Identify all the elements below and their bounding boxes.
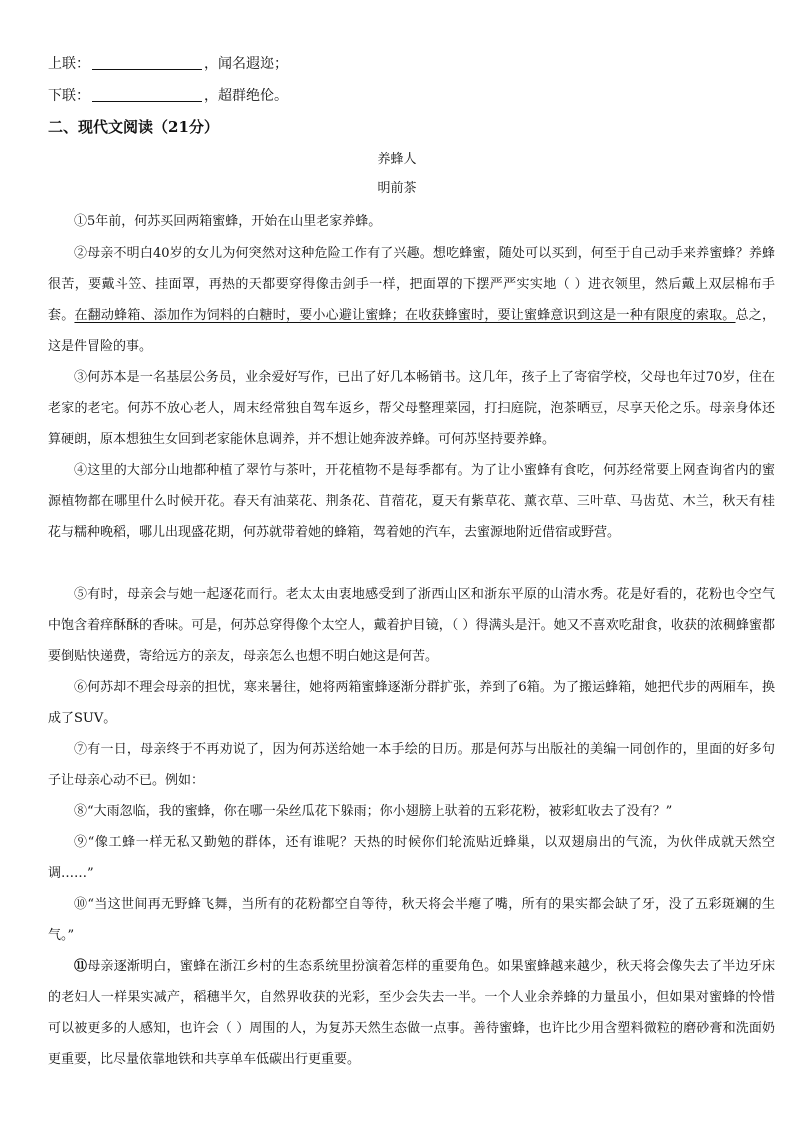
paragraph-11-number: ⑪	[74, 959, 88, 974]
paragraph-2-underlined: 在翻动蜂箱、添加作为饲料的白糖时，要小心避让蜜蜂；在收获蜂蜜时，要让蜜蜂意识到这是一种有限度的索取。	[74, 308, 736, 323]
paragraph-6: ⑥何苏却不理会母亲的担忧，寒来暑往，她将两箱蜜蜂逐渐分群扩张，养到了6箱。为了搬运蜂箱，她把代步的两厢车，换成了SUV。	[48, 680, 775, 726]
paragraph-2	[48, 238, 775, 362]
paragraph-8: ⑧“大雨忽临，我的蜜蜂，你在哪一朵丝瓜花下躲雨；你小翅膀上驮着的五彩花粉，被彩虹收去了没有？”	[74, 804, 673, 819]
couplet-upper-text: ，闻名遐迩；	[204, 56, 288, 72]
couplet-lower-text: ，超群绝伦。	[204, 88, 288, 104]
couplet-lower-label: 下联：	[48, 88, 90, 104]
paragraph-5: ⑤有时，母亲会与她一起逐花而行。老太太由衷地感受到了浙西山区和浙东平原的山清水秀。花是好看的，花粉也令空气中饱含着痒酥酥的香味。可是，何苏总穿得像个太空人，戴着护目镜，（ ）得满头是汗。她又不喜欢吃甜食，收获的浓稠蜂蜜都要倒贴快递费，寄给远方的亲友，母亲怎么也想不明白她这是何苦。	[48, 587, 775, 664]
couplet-lower-blank[interactable]	[92, 87, 202, 102]
section-title: 二、现代文阅读（21分）	[48, 118, 219, 136]
article-title: 养蜂人	[377, 152, 417, 167]
paragraph-1: ①5年前，何苏买回两箱蜜蜂，开始在山里老家养蜂。	[74, 214, 382, 229]
article-author: 明前茶	[377, 181, 417, 196]
couplet-upper-label: 上联：	[48, 56, 90, 72]
couplet-upper-line	[48, 54, 288, 74]
paragraph-10: ⑩“当这世间再无野蜂飞舞，当所有的花粉都空自等待，秋天将会半瘪了嘴，所有的果实都会缺了牙，没了五彩斑斓的生气。”	[48, 897, 775, 943]
paragraph-3: ③何苏本是一名基层公务员，业余爱好写作，已出了好几本畅销书。这几年，孩子上了寄宿学校，父母也年过70岁，住在老家的老宅。何苏不放心老人，周末经常独自驾车返乡，帮父母整理菜园，打扫庭院，泡茶晒豆，尽享天伦之乐。母亲身体还算硬朗，原本想独生女回到老家能休息调养，并不想让她奔波养蜂。可何苏坚持要养蜂。	[48, 370, 775, 447]
paragraph-11	[48, 951, 775, 1075]
paragraph-2-text-a: ②母亲不明白40岁的女儿为何突然对这种危险工作有了兴趣。想吃蜂蜜，随处可以买到，何至于自己动手来养蜜蜂？养蜂很苦，要戴斗笠、挂面罩，再热的天都要穿得像击剑手一样，把面罩的下摆严严实实地（ ）进衣领里，然后戴上双层棉布手套。	[48, 246, 775, 323]
paragraph-9: ⑨“像工蜂一样无私又勤勉的群体，还有谁呢？天热的时候你们轮流贴近蜂巢，以双翅扇出的气流，为伙伴成就天然空调……”	[48, 835, 775, 881]
paragraph-7: ⑦有一日，母亲终于不再劝说了，因为何苏送给她一本手绘的日历。那是何苏与出版社的美编一同创作的，里面的好多句子让母亲心动不已。例如：	[48, 742, 775, 788]
couplet-lower-line	[48, 86, 288, 106]
paragraph-4: ④这里的大部分山地都种植了翠竹与茶叶，开花植物不是每季都有。为了让小蜜蜂有食吃，何苏经常要上网查询省内的蜜源植物都在哪里什么时候开花。春天有油菜花、荆条花、苜蓿花，夏天有紫草花、薰衣草、三叶草、马齿苋、木兰，秋天有桂花与糯种晚稻，哪儿出现盛花期，何苏就带着她的蜂箱，驾着她的汽车，去蜜源地附近借宿或野营。	[48, 463, 775, 540]
paragraph-11-text: 母亲逐渐明白，蜜蜂在浙江乡村的生态系统里扮演着怎样的重要角色。如果蜜蜂越来越少，秋天将会像失去了半边牙床的老妇人一样果实减产，稻穗半欠，自然界收获的光彩，至少会失去一半。一个人业余养蜂的力量虽小，但如果对蜜蜂的怜惜可以被更多的人感知，也许会（ ）周围的人，为复苏天然生态做一点事。善待蜜蜂，也许比少用含塑料微粒的磨砂膏和洗面奶更重要，比尽量依靠地铁和共享单车低碳出行更重要。	[48, 959, 775, 1067]
couplet-upper-blank[interactable]	[92, 55, 202, 70]
paragraph-2-text-b: 总之，这是件冒险的事。	[48, 308, 775, 354]
